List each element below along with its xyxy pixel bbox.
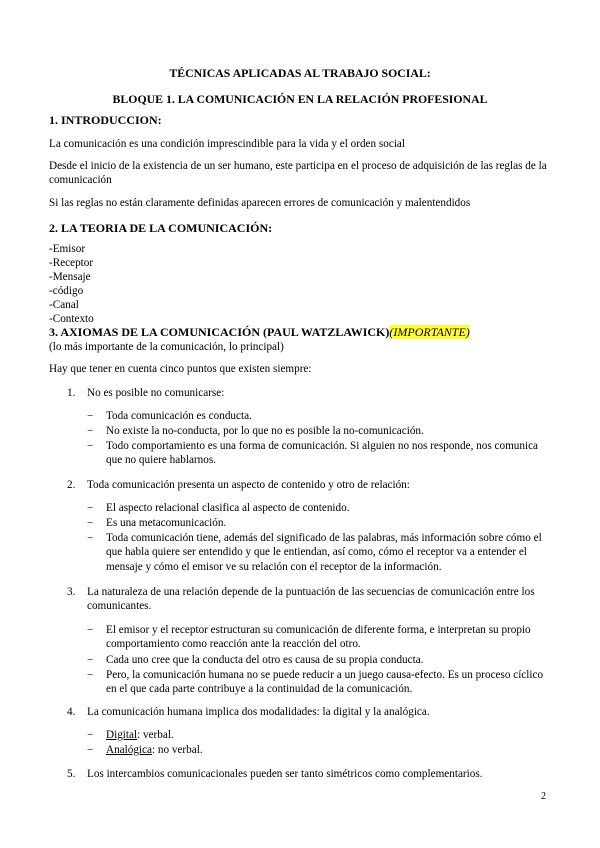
document-subtitle: BLOQUE 1. LA COMUNICACIÓN EN LA RELACIÓN PROFESIONAL	[112, 92, 488, 106]
axiom-number: 3.	[67, 586, 76, 598]
section-note: (lo más importante de la comunicación, lo principal)	[49, 341, 284, 353]
section-heading: 2. LA TEORIA DE LA COMUNICACIÓN:	[49, 221, 273, 235]
list-item: -Receptor	[49, 257, 94, 269]
list-item: -Emisor	[49, 243, 86, 255]
bullet-text	[106, 743, 554, 757]
bullet-dash: −	[87, 532, 94, 544]
bullet-text: No existe la no-conducta, por lo que no es posible la no-comunicación.	[106, 425, 424, 437]
bullet-text: Pero, la comunicación humana no se puede reducir a un juego causa-efecto. Es un proceso cíclico en el que cada parte contribuye a la continuidad de la comunicación.	[106, 669, 544, 696]
list-item: -Mensaje	[49, 271, 91, 283]
bullet-text: Toda comunicación es conducta.	[106, 410, 252, 422]
paragraph: Desde el inicio de la existencia de un ser humano, este participa en el proceso de adquisición de las reglas de la comunicación	[49, 160, 547, 187]
list-item: -Contexto	[49, 313, 94, 325]
bullet-dash: −	[87, 624, 94, 636]
paragraph: La comunicación es una condición imprescindible para la vida y el orden social	[49, 138, 406, 150]
term-description: : verbal.	[137, 729, 174, 741]
section-heading-text: 3. AXIOMAS DE LA COMUNICACIÓN (PAUL WATZLAWICK)	[49, 325, 390, 339]
axiom-text: La comunicación humana implica dos modalidades: la digital y la analógica.	[87, 706, 430, 718]
bullet-text: Es una metacomunicación.	[106, 517, 227, 529]
bullet-dash: −	[87, 425, 94, 437]
axiom-text: Toda comunicación presenta un aspecto de contenido y otro de relación:	[87, 479, 410, 491]
axiom-number: 1.	[67, 387, 76, 399]
bullet-text: El emisor y el receptor estructuran su comunicación de diferente forma, e interpretan su propio comportamiento como reacción ante la reacción del otro.	[106, 624, 531, 651]
term-analogica: Analógica	[106, 744, 152, 756]
bullet-dash: −	[87, 440, 94, 452]
document-title: TÉCNICAS APLICADAS AL TRABAJO SOCIAL:	[169, 66, 431, 80]
axiom-number: 4.	[67, 706, 76, 718]
paragraph: Si las reglas no están claramente definidas aparecen errores de comunicación y malentendidos	[49, 197, 471, 209]
axiom-text: Los intercambios comunicacionales pueden ser tanto simétricos como complementarios.	[87, 768, 483, 780]
bullet-text: Todo comportamiento es una forma de comunicación. Si alguien no nos responde, nos comunica que no quiere hablarnos.	[106, 440, 539, 467]
term-digital: Digital	[106, 729, 138, 741]
bullet-dash: −	[87, 502, 94, 514]
bullet-text: Toda comunicación tiene, además del significado de las palabras, más información sobre cómo el que habla quiere ser entendido y que le entiendan, así como, cómo el receptor va a entender el mensaje y cómo el emisor ve su relación con el receptor de la información.	[106, 532, 542, 573]
bullet-dash: −	[87, 654, 94, 666]
bullet-dash: −	[87, 669, 94, 681]
axiom-number: 2.	[67, 479, 76, 491]
important-highlight: (IMPORTANTE)	[389, 325, 470, 339]
bullet-text: Cada uno cree que la conducta del otro es causa de su propia conducta.	[106, 654, 424, 666]
section-heading	[49, 325, 470, 339]
page-number: 2	[541, 791, 546, 802]
list-item: -Canal	[49, 299, 79, 311]
term-description: : no verbal.	[151, 744, 203, 756]
bullet-dash: −	[87, 410, 94, 422]
bullet-dash: −	[87, 744, 94, 756]
bullet-text	[106, 728, 554, 742]
section-intro: Hay que tener en cuenta cinco puntos que existen siempre:	[49, 363, 312, 375]
axiom-text: No es posible no comunicarse:	[87, 387, 225, 399]
bullet-text: El aspecto relacional clasifica al aspecto de contenido.	[106, 502, 350, 514]
section-heading: 1. INTRODUCCION:	[49, 113, 162, 127]
bullet-dash: −	[87, 729, 94, 741]
bullet-dash: −	[87, 517, 94, 529]
axiom-text: La naturaleza de una relación depende de la puntuación de las secuencias de comunicación entre los comunicantes.	[87, 586, 535, 613]
list-item: -código	[49, 285, 84, 297]
axiom-number: 5.	[67, 768, 76, 780]
